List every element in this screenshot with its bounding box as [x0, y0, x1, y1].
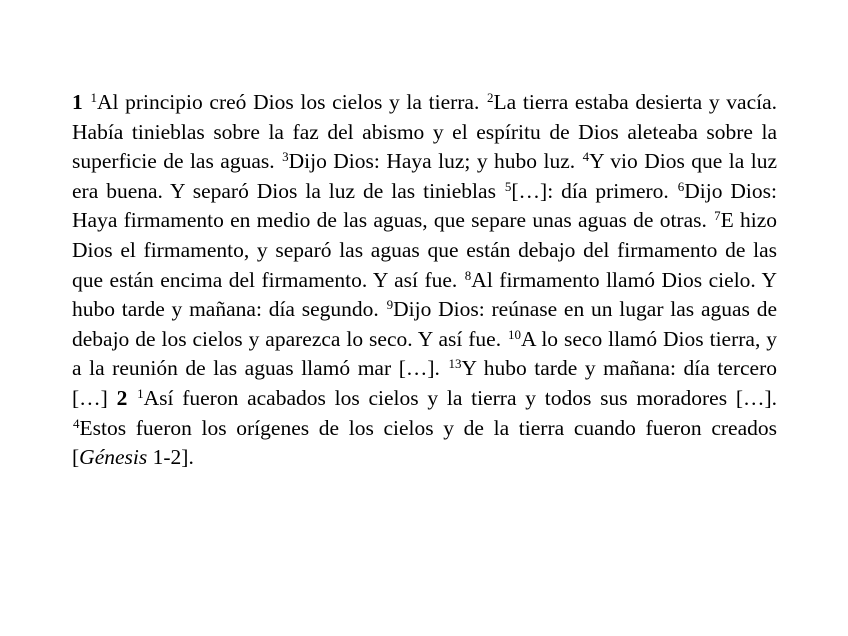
verse-number: 1 [90, 90, 97, 105]
verse-number: 8 [464, 267, 472, 283]
genesis-passage [72, 88, 777, 473]
citation-reference: 1-2]. [147, 445, 194, 470]
verse-number: 9 [386, 297, 394, 313]
verse-text: […]: día primero. [511, 178, 677, 203]
verse-number: 5 [504, 178, 512, 194]
verse-number: 1 [137, 385, 144, 401]
verse-text: E hizo Dios el firmamento, y separó las aguas que están debajo del firmamento de las que están encima del firmamento. Y así fue. [72, 208, 777, 292]
verse-number: 7 [714, 208, 721, 224]
verse-text: La tierra estaba desierta y vacía. Había tinieblas sobre la faz del abismo y el espíritu de Dios aleteaba sobre la superficie de las aguas. [72, 90, 778, 174]
verse-number: 6 [677, 178, 685, 194]
chapter-number: 2 [116, 385, 128, 410]
verse-text: Dijo Dios: Haya firmamento en medio de las aguas, que separe unas aguas de otras. [72, 178, 777, 233]
verse-number: 4 [582, 149, 590, 165]
verse-number: 13 [448, 356, 462, 372]
verse-text: Así fueron acabados los cielos y la tierra y todos sus moradores […]. [143, 385, 778, 410]
verse-text: Dijo Dios: Haya luz; y hubo luz. [288, 149, 582, 174]
verse-text: Y vio Dios que la luz era buena. Y separó Dios la luz de las tinieblas [72, 149, 778, 203]
verse-text: Estos fueron los orígenes de los cielos y de la tierra cuando fueron creados [ [72, 415, 777, 470]
verse-number: 4 [73, 415, 80, 431]
book-title: Génesis [79, 445, 148, 470]
verse-text: Y hubo tarde y mañana: día tercero […] [72, 356, 777, 410]
verse-number: 10 [508, 326, 522, 342]
chapter-number: 1 [72, 90, 83, 114]
verse-text: Dijo Dios: reúnase en un lugar las aguas de debajo de los cielos y aparezca lo seco. Y así fue. [72, 297, 777, 351]
verse-text: Al principio creó Dios los cielos y la tierra. [96, 90, 487, 114]
verse-text: A lo seco llamó Dios tierra, y a la reunión de las aguas llamó mar […]. [72, 326, 778, 381]
verse-number: 2 [487, 90, 494, 105]
verse-number: 3 [282, 149, 289, 165]
verse-text: Al firmamento llamó Dios cielo. Y hubo tarde y mañana: día segundo. [72, 267, 778, 322]
